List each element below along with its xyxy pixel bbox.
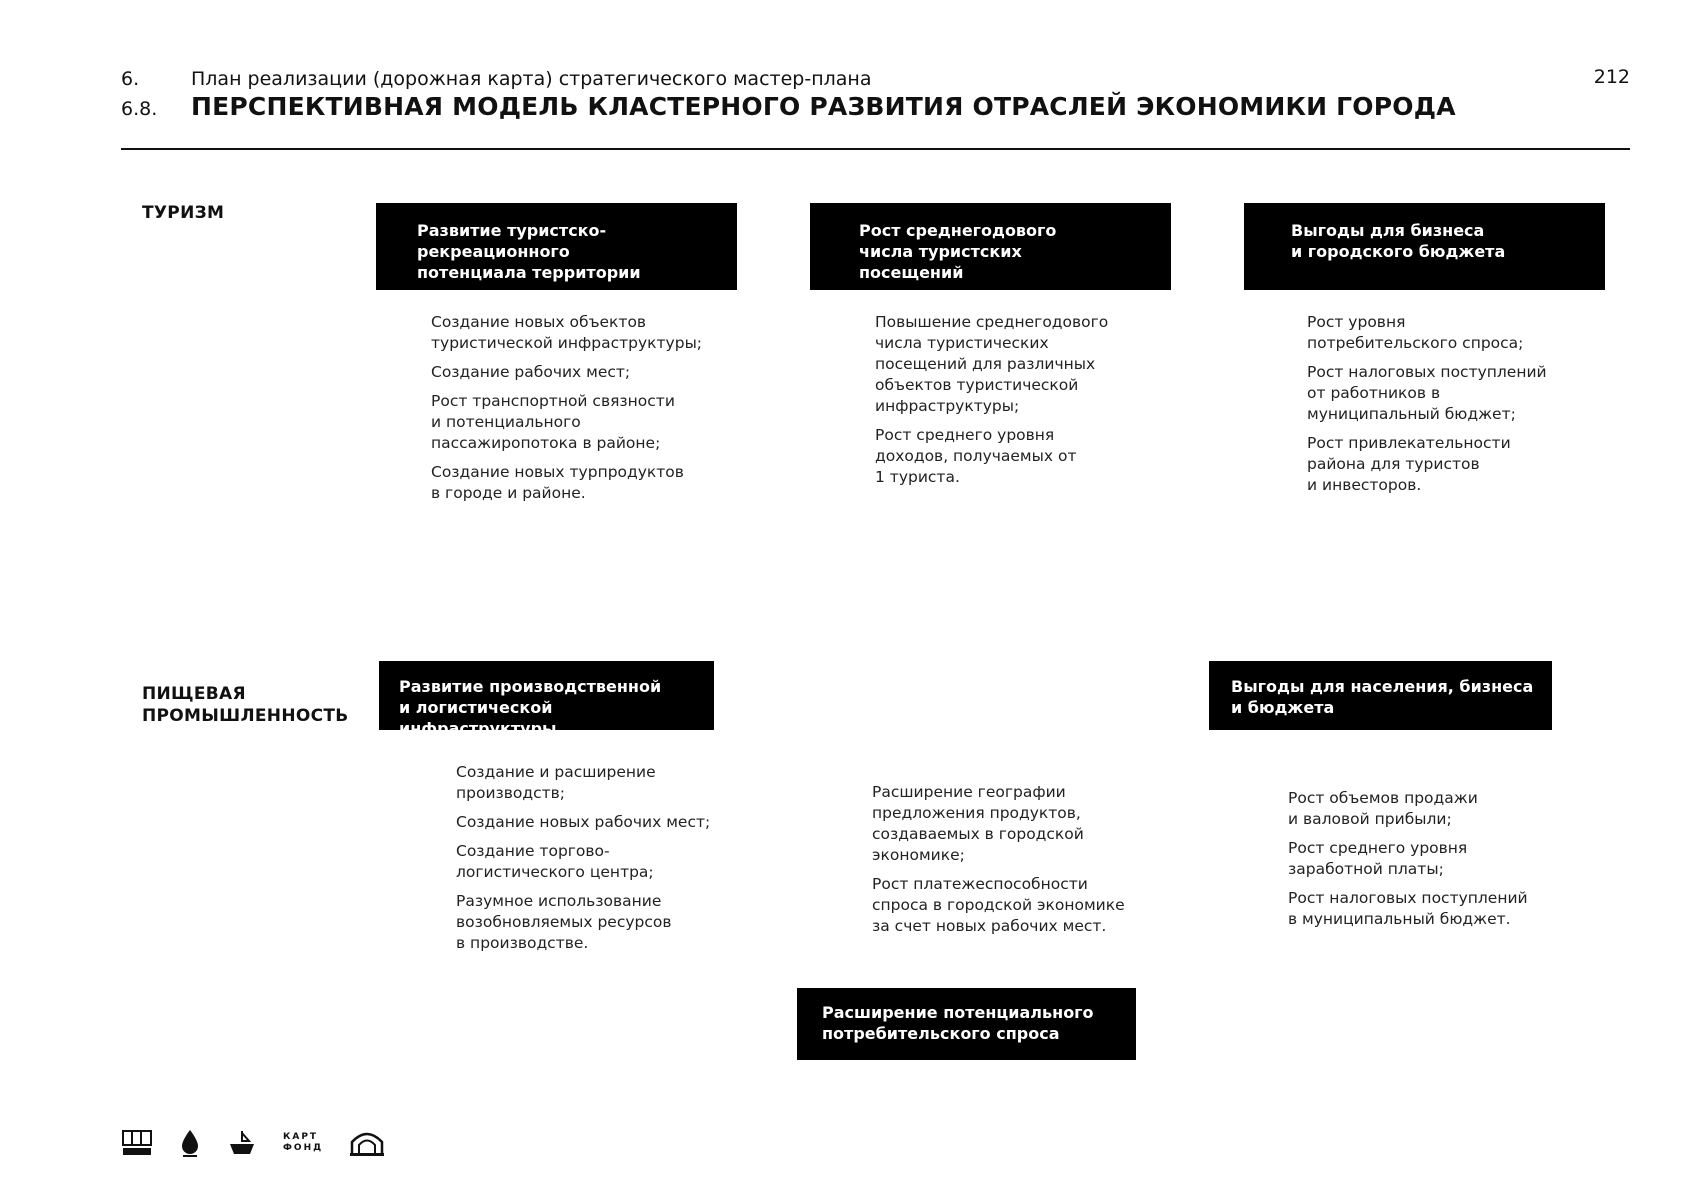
page-number: 212 <box>1593 66 1630 88</box>
chapter-number: 6. <box>121 68 140 90</box>
section-label-tourism: ТУРИЗМ <box>142 203 225 223</box>
list-item: Рост налоговых поступлений в муниципальный бюджет. <box>1288 889 1528 928</box>
tourism-list-potential <box>431 312 731 512</box>
box-title: Расширение потенциального потребительского спроса <box>822 1003 1094 1043</box>
list-item: Создание и расширение производств; <box>456 763 656 802</box>
tourism-list-visits <box>875 312 1155 496</box>
food-box-demand <box>797 988 1136 1060</box>
list-item: Создание рабочих мест; <box>431 363 631 381</box>
box-title: Развитие производственной и логистической инфраструктуры <box>399 677 662 738</box>
tourism-list-benefits <box>1307 312 1597 504</box>
list-item: Рост налоговых поступлений от работников в муниципальный бюджет; <box>1307 363 1547 423</box>
list-item: Повышение среднегодового числа туристических посещений для различных объектов туристической инфраструктуры; <box>875 313 1109 415</box>
food-list-infrastructure <box>456 762 766 962</box>
kart-fond-logo-icon <box>283 1132 323 1154</box>
drop-logo-icon <box>179 1128 201 1158</box>
box-title: Выгоды для населения, бизнеса и бюджета <box>1231 677 1534 717</box>
box-title: Рост среднегодового числа туристских посещений <box>859 221 1057 282</box>
tourism-box-benefits <box>1244 203 1605 290</box>
list-item: Расширение географии предложения продуктов, создаваемых в городской экономике; <box>872 783 1084 864</box>
list-item: Создание новых турпродуктов в городе и районе. <box>431 463 684 502</box>
kart-fond-logo-text: КАРТ ФОНД <box>283 1132 324 1153</box>
chapter-title: План реализации (дорожная карта) стратегического мастер-плана <box>191 68 872 90</box>
food-box-infrastructure <box>379 661 714 738</box>
list-item: Рост платежеспособности спроса в городской экономике за счет новых рабочих мест. <box>872 875 1125 935</box>
header-divider <box>121 148 1630 150</box>
list-item: Рост объемов продажи и валовой прибыли; <box>1288 789 1478 828</box>
footer-note-line <box>1211 1121 1631 1133</box>
boat-logo-icon <box>227 1128 257 1158</box>
list-item: Рост среднего уровня заработной платы; <box>1288 839 1468 878</box>
box-title: Развитие туристско- рекреационного потенциала территории <box>417 221 641 282</box>
tourism-box-potential <box>376 203 737 290</box>
list-item: Создание новых рабочих мест; <box>456 813 711 831</box>
list-item: Рост среднего уровня доходов, получаемых от 1 туриста. <box>875 426 1077 486</box>
list-item: Создание торгово- логистического центра; <box>456 842 654 881</box>
food-box-benefits <box>1209 661 1552 730</box>
section-label-food-industry: ПИЩЕВАЯ ПРОМЫШЛЕННОСТЬ <box>142 684 349 726</box>
footer-logos <box>121 1128 385 1158</box>
arch-logo-icon <box>349 1128 385 1158</box>
dom-logo-icon <box>121 1128 153 1158</box>
list-item: Рост транспортной связности и потенциального пассажиропотока в районе; <box>431 392 675 452</box>
tourism-box-visits <box>810 203 1171 290</box>
food-list-benefits <box>1288 788 1578 938</box>
list-item: Рост уровня потребительского спроса; <box>1307 313 1524 352</box>
box-title: Выгоды для бизнеса и городского бюджета <box>1291 221 1506 261</box>
food-list-demand <box>872 782 1172 945</box>
list-item: Создание новых объектов туристической инфраструктуры; <box>431 313 703 352</box>
section-number: 6.8. <box>121 98 158 120</box>
footer-note <box>1211 1121 1631 1133</box>
section-title: ПЕРСПЕКТИВНАЯ МОДЕЛЬ КЛАСТЕРНОГО РАЗВИТИЯ ОТРАСЛЕЙ ЭКОНОМИКИ ГОРОДА <box>191 92 1456 121</box>
list-item: Рост привлекательности района для туристов и инвесторов. <box>1307 434 1511 494</box>
list-item: Разумное использование возобновляемых ресурсов в производстве. <box>456 892 672 952</box>
